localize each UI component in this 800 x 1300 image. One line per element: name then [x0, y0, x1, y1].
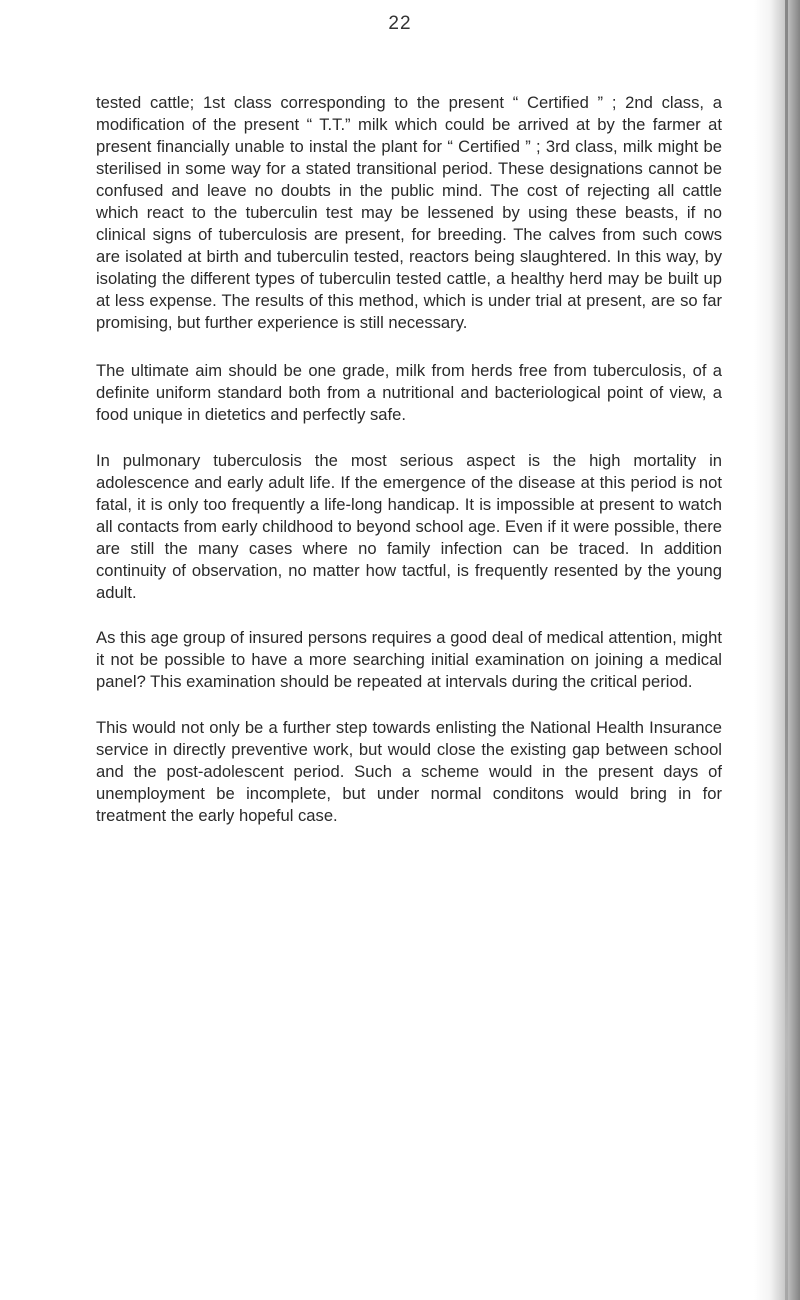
paragraph-4: As this age group of insured persons requires a good deal of medical attention, might it not be possible to have a more searching initial examination on joining a medical panel? This examination should be repeated at intervals during the critical period. — [96, 628, 722, 691]
paragraph-1: tested cattle; 1st class corresponding to the present “ Certified ” ; 2nd class, a modification of the present “ T.T.” milk which could be arrived at by the farmer at present financially unable to instal the plant for “ Certified ” ; 3rd class, milk might be sterilised in some way for a stated transitional period. These designations cannot be confused and leave no doubts in the public mind. The cost of rejecting all cattle which react to the tuberculin test may be lessened by using these beasts, if no clinical signs of tuberculosis are present, for breeding. The calves from such cows are isolated at birth and tuberculin tested, reactors being slaughtered. In this way, by isolating the different types of tuberculin tested cattle, a healthy herd may be built up at less expense. The results of this method, which is under trial at present, are so far promising, but further experience is still necessary. — [96, 93, 722, 332]
paragraph-3: In pulmonary tuberculosis the most serious aspect is the high mortality in adolescence and early adult life. If the emergence of the disease at this period is not fatal, it is only too frequently a life-long handicap. It is impossible at present to watch all contacts from early childhood to beyond school age. Even if it were possible, there are still the many cases where no family infection can be traced. In addition continuity of observation, no matter how tactful, is frequently resented by the young adult. — [96, 451, 722, 602]
page-number: 22 — [388, 13, 412, 34]
body-text — [96, 92, 722, 827]
paragraph-2: The ultimate aim should be one grade, milk from herds free from tuberculosis, of a definite uniform standard both from a nutritional and bacteriological point of view, a food unique in dietetics and perfectly safe. — [96, 361, 722, 424]
page-edge-line — [785, 0, 788, 1300]
page-edge-shadow — [754, 0, 800, 1300]
paragraph-5: This would not only be a further step towards enlisting the National Health Insurance service in directly preventive work, but would close the existing gap between school and the post-adolescent period. Such a scheme would in the present days of unemployment be incomplete, but under normal conditons would bring in for treatment the early hopeful case. — [96, 718, 722, 825]
